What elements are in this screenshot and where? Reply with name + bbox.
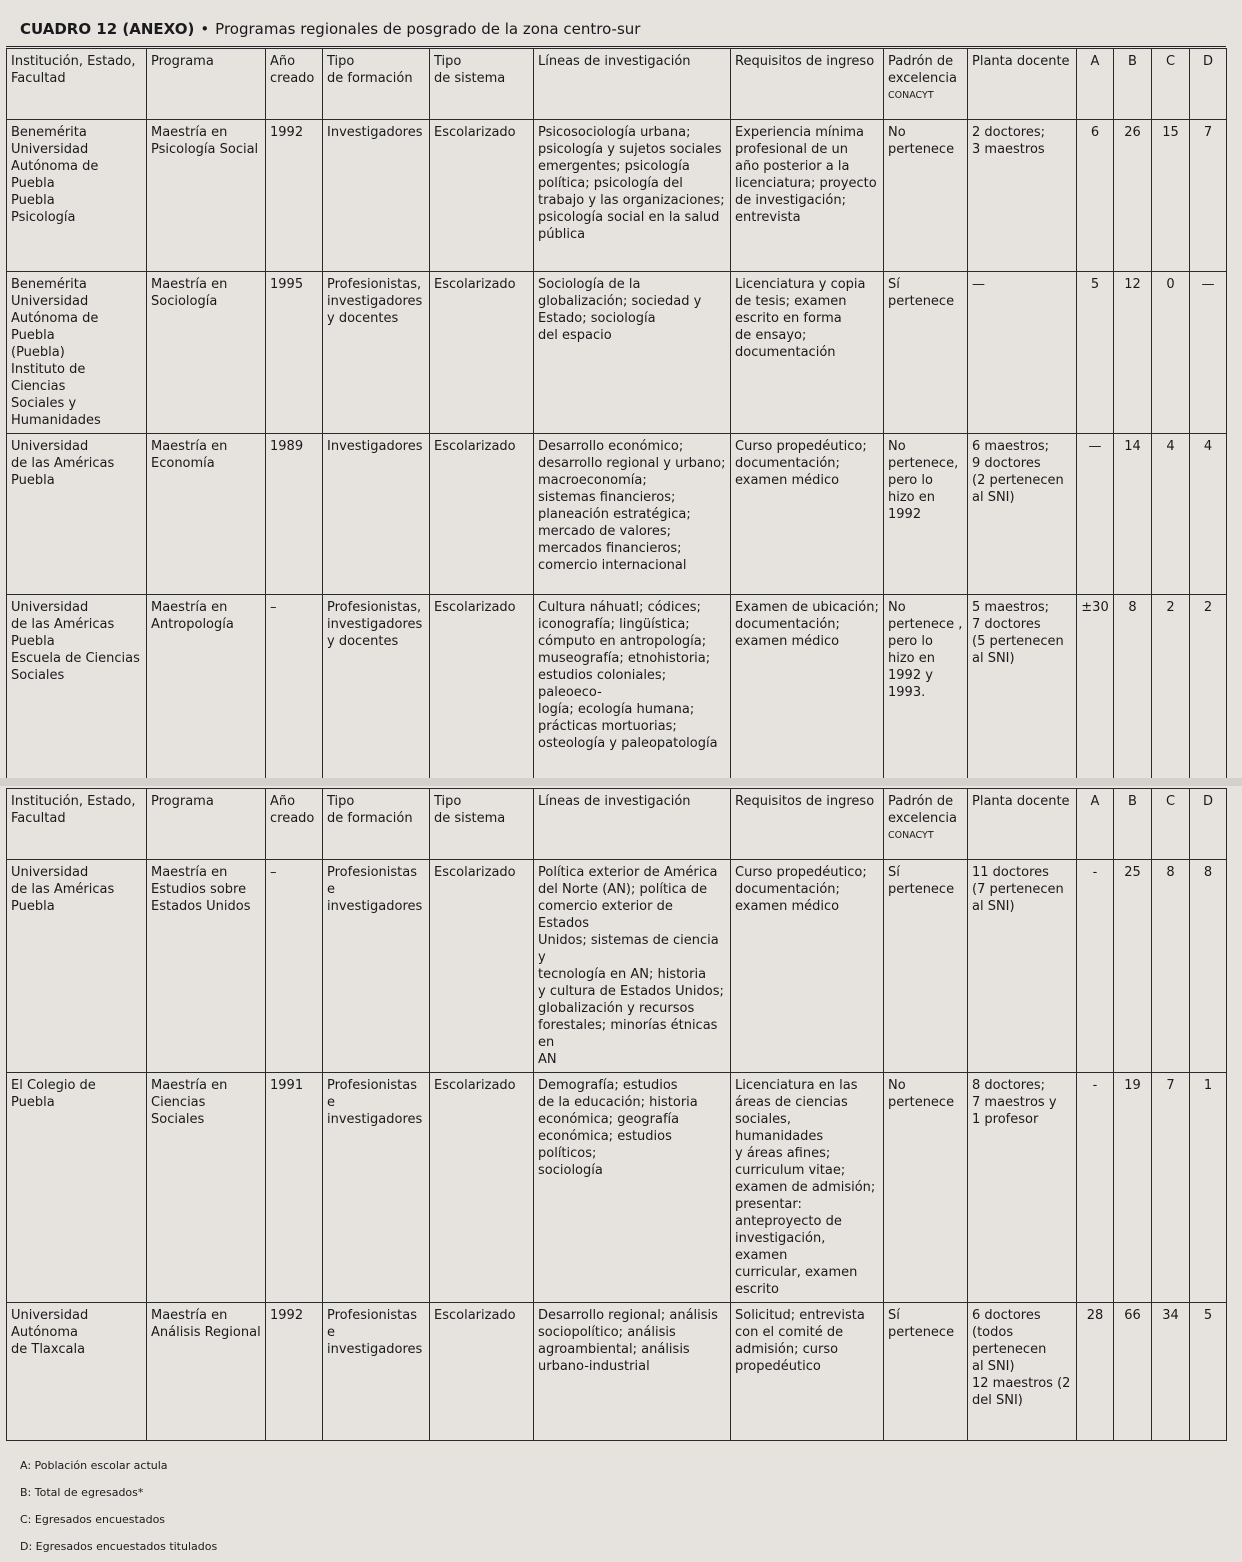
cell-planta <box>968 595 1077 779</box>
header-anio <box>266 49 323 120</box>
legend-a: A: Población escolar actula <box>20 1459 168 1472</box>
cell-text: No pertenece <box>888 125 955 157</box>
cell-text: Universidad Autónoma de Tlaxcala <box>11 1308 89 1357</box>
cell-padron <box>884 1303 968 1441</box>
cell-text: 7 <box>1203 125 1213 140</box>
cell-a <box>1077 860 1114 1073</box>
table-row <box>7 434 1227 595</box>
cell-text: Desarrollo regional; análisis sociopolítico; análisis agroambiental; análisis urbano-industrial <box>538 1308 718 1374</box>
cell-anio <box>266 434 323 595</box>
cell-text: 1992 <box>270 125 304 140</box>
cell-text: 28 <box>1086 1308 1104 1323</box>
cell-c <box>1152 120 1190 272</box>
cell-text: Benemérita Universidad Autónoma de Puebla Puebla Psicología <box>11 125 99 225</box>
cell-anio <box>266 272 323 434</box>
cell-text: No pertenece , pero lo hizo en 1992 y 1993. <box>888 600 963 700</box>
cell-a <box>1077 595 1114 779</box>
cell-text: Universidad de las Américas Puebla <box>11 865 115 914</box>
cell-text: 6 <box>1090 125 1100 140</box>
rows-top <box>7 120 1227 779</box>
cell-c <box>1152 595 1190 779</box>
table-row <box>7 860 1227 1073</box>
cell-text: Curso propedéutico; documentación; examen médico <box>735 865 867 914</box>
cell-b <box>1114 1073 1152 1303</box>
cell-planta <box>968 1073 1077 1303</box>
header-text: D <box>1202 794 1213 809</box>
cell-planta <box>968 434 1077 595</box>
header-b <box>1114 49 1152 120</box>
cell-lineas <box>534 120 731 272</box>
cell-d <box>1190 434 1227 595</box>
cell-requisitos <box>731 1073 884 1303</box>
header-text: Planta docente <box>972 794 1070 809</box>
cell-text: Solicitud; entrevista con el comité de admisión; curso propedéutico <box>735 1308 865 1374</box>
cell-text: — <box>1201 277 1215 292</box>
cell-text: Maestría en Psicología Social <box>151 125 259 157</box>
cell-d <box>1190 272 1227 434</box>
cell-requisitos <box>731 120 884 272</box>
cell-institucion <box>7 1073 147 1303</box>
page-seam <box>0 778 1242 786</box>
cell-tipo_sistema <box>430 1303 534 1441</box>
cell-institucion <box>7 272 147 434</box>
cell-a <box>1077 120 1114 272</box>
cell-b <box>1114 120 1152 272</box>
header-text: C <box>1165 54 1176 69</box>
legend-b: B: Total de egresados* <box>20 1486 144 1499</box>
cell-requisitos <box>731 272 884 434</box>
cell-text: Escolarizado <box>434 439 516 454</box>
cell-text: 66 <box>1124 1308 1141 1323</box>
cell-text: 11 doctores (7 pertenecen al SNI) <box>972 865 1064 914</box>
cell-tipo_sistema <box>430 595 534 779</box>
header-text: Programa <box>151 54 214 69</box>
cell-text: 7 <box>1166 1078 1175 1093</box>
header-text: Año creado <box>270 794 315 826</box>
header-text: A <box>1090 54 1100 69</box>
cell-text: Escolarizado <box>434 125 516 140</box>
cell-text: ±30 <box>1081 600 1109 615</box>
header-institucion <box>7 49 147 120</box>
header-text: Programa <box>151 794 214 809</box>
header-planta <box>968 49 1077 120</box>
cell-institucion <box>7 434 147 595</box>
cell-d <box>1190 120 1227 272</box>
cell-text: 2 doctores; 3 maestros <box>972 125 1046 157</box>
header-c <box>1152 49 1190 120</box>
rows-bottom <box>7 860 1227 1441</box>
cell-anio <box>266 1303 323 1441</box>
cell-text: Escolarizado <box>434 277 516 292</box>
header-text: Requisitos de ingreso <box>735 54 875 69</box>
cell-text: – <box>270 865 277 880</box>
cell-padron <box>884 860 968 1073</box>
cell-text: 19 <box>1124 1078 1141 1093</box>
cell-planta <box>968 1303 1077 1441</box>
header-lineas <box>534 49 731 120</box>
cell-text: No pertenece, pero lo hizo en 1992 <box>888 439 959 522</box>
cell-c <box>1152 1073 1190 1303</box>
cell-text: 12 <box>1124 277 1141 292</box>
header-text: Institución, Estado, Facultad <box>11 794 136 826</box>
header-text: Año creado <box>270 54 315 86</box>
header-tipo_sistema <box>430 49 534 120</box>
header-text: C <box>1165 794 1176 809</box>
title-text: Programas regionales de posgrado de la zona centro-sur <box>215 20 641 38</box>
cell-tipo_formacion <box>323 1303 430 1441</box>
header-text: Padrón de excelencia <box>888 54 957 86</box>
cell-text: — <box>1088 439 1102 454</box>
header-programa <box>147 49 266 120</box>
cell-text: Profesionistas, investigadores y docentes <box>327 600 423 649</box>
cell-text: 6 doctores (todos pertenecen al SNI) 12 maestros (2 del SNI) <box>972 1308 1071 1408</box>
header-conacyt: CONACYT <box>888 90 934 101</box>
cell-text: 5 <box>1090 277 1100 292</box>
cell-text: 26 <box>1124 125 1141 140</box>
cell-text: 4 <box>1166 439 1175 454</box>
cell-text: Desarrollo económico; desarrollo regional y urbano; macroeconomía; sistemas financieros; planeación estratégica; mercado de valores; mercados financieros; comercio internacional <box>538 439 726 573</box>
cell-text: Maestría en Ciencias Sociales <box>151 1078 228 1127</box>
cell-text: 5 <box>1203 1308 1213 1323</box>
cell-text: Demografía; estudios de la educación; historia económica; geografía económica; estudios políticos; sociología <box>538 1078 698 1178</box>
header-row <box>7 789 1227 860</box>
cell-text: 8 <box>1166 865 1175 880</box>
cell-text: No pertenece <box>888 1078 955 1110</box>
cell-text: Escolarizado <box>434 600 516 615</box>
cell-c <box>1152 860 1190 1073</box>
cell-a <box>1077 272 1114 434</box>
cell-text: Sociología de la globalización; sociedad y Estado; sociología del espacio <box>538 277 702 343</box>
cell-institucion <box>7 860 147 1073</box>
cell-text: 8 <box>1203 865 1213 880</box>
cell-text: Escolarizado <box>434 865 516 880</box>
cell-c <box>1152 272 1190 434</box>
cell-text: Psicosociología urbana; psicología y sujetos sociales emergentes; psicología política; psicología del trabajo y las organizaciones; psicología social en la salud pública <box>538 125 725 242</box>
cell-text: 14 <box>1124 439 1141 454</box>
cell-lineas <box>534 860 731 1073</box>
cell-programa <box>147 434 266 595</box>
cell-text: — <box>972 277 985 292</box>
cell-tipo_sistema <box>430 434 534 595</box>
cell-text: Sí pertenece <box>888 277 955 309</box>
table-bottom <box>6 788 1227 1441</box>
cell-text: - <box>1092 865 1098 880</box>
header-text: Líneas de investigación <box>538 54 691 69</box>
cell-text: Licenciatura y copia de tesis; examen escrito en forma de ensayo; documentación <box>735 277 866 360</box>
header-anio <box>266 789 323 860</box>
cell-tipo_formacion <box>323 434 430 595</box>
cell-text: Maestría en Estudios sobre Estados Unidos <box>151 865 251 914</box>
cell-text: Benemérita Universidad Autónoma de Puebla (Puebla) Instituto de Ciencias Sociales y Humanidades <box>11 277 101 428</box>
cell-institucion <box>7 595 147 779</box>
title-bullet: • <box>200 20 210 38</box>
cell-tipo_sistema <box>430 1073 534 1303</box>
header-text: Tipo de formación <box>327 54 413 86</box>
cell-anio <box>266 595 323 779</box>
header-a <box>1077 789 1114 860</box>
cell-b <box>1114 272 1152 434</box>
header-a <box>1077 49 1114 120</box>
header-institucion <box>7 789 147 860</box>
cell-text: Escolarizado <box>434 1308 516 1323</box>
cell-text: 2 <box>1203 600 1213 615</box>
cell-lineas <box>534 1303 731 1441</box>
cell-padron <box>884 272 968 434</box>
header-tipo_formacion <box>323 789 430 860</box>
cell-text: 2 <box>1166 600 1175 615</box>
header-text: Institución, Estado, Facultad <box>11 54 136 86</box>
cell-text: Curso propedéutico; documentación; examen médico <box>735 439 867 488</box>
cell-text: Examen de ubicación; documentación; examen médico <box>735 600 879 649</box>
cell-lineas <box>534 272 731 434</box>
header-c <box>1152 789 1190 860</box>
cell-tipo_sistema <box>430 120 534 272</box>
cell-text: 0 <box>1166 277 1175 292</box>
cell-text: 34 <box>1162 1308 1179 1323</box>
header-text: B <box>1128 794 1137 809</box>
cell-text: – <box>270 600 277 615</box>
table-row <box>7 120 1227 272</box>
cell-text: Investigadores <box>327 125 423 140</box>
title-label: CUADRO 12 (ANEXO) <box>20 20 195 38</box>
cell-text: El Colegio de Puebla <box>11 1078 96 1110</box>
cell-planta <box>968 860 1077 1073</box>
cell-text: Profesionistas, investigadores y docentes <box>327 277 423 326</box>
cell-tipo_sistema <box>430 272 534 434</box>
header-d <box>1190 49 1227 120</box>
header-lineas <box>534 789 731 860</box>
cell-text: - <box>1092 1078 1098 1093</box>
header-padron <box>884 789 968 860</box>
cell-requisitos <box>731 1303 884 1441</box>
cell-institucion <box>7 1303 147 1441</box>
cell-text: Profesionistas e investigadores <box>327 865 423 914</box>
legend-d: D: Egresados encuestados titulados <box>20 1540 218 1553</box>
header-tipo_formacion <box>323 49 430 120</box>
table-row <box>7 1073 1227 1303</box>
cell-institucion <box>7 120 147 272</box>
header-text: Tipo de sistema <box>434 54 506 86</box>
cell-anio <box>266 120 323 272</box>
header-row <box>7 49 1227 120</box>
cell-programa <box>147 120 266 272</box>
cell-lineas <box>534 434 731 595</box>
cell-text: Maestría en Análisis Regional <box>151 1308 261 1340</box>
header-text: Tipo de sistema <box>434 794 506 826</box>
cell-anio <box>266 860 323 1073</box>
cell-text: 15 <box>1162 125 1179 140</box>
cell-text: Profesionistas e investigadores <box>327 1078 423 1127</box>
cell-c <box>1152 1303 1190 1441</box>
cell-a <box>1077 434 1114 595</box>
cell-text: 1989 <box>270 439 304 454</box>
cell-text: Investigadores <box>327 439 423 454</box>
cell-planta <box>968 272 1077 434</box>
cell-requisitos <box>731 860 884 1073</box>
legend <box>20 1452 217 1560</box>
header-text: A <box>1090 794 1100 809</box>
cell-text: Maestría en Sociología <box>151 277 228 309</box>
table-row <box>7 595 1227 779</box>
header-text: Padrón de excelencia <box>888 794 957 826</box>
cell-programa <box>147 595 266 779</box>
cell-text: Política exterior de América del Norte (AN); política de comercio exterior de Estados Unidos; sistemas de ciencia y tecnología en AN; historia y cultura de Estados Unidos; globalización y recursos forestales; minorías étnicas en AN <box>538 865 724 1067</box>
legend-c: C: Egresados encuestados <box>20 1513 166 1526</box>
cell-b <box>1114 595 1152 779</box>
header-b <box>1114 789 1152 860</box>
cell-padron <box>884 1073 968 1303</box>
cell-text: 1995 <box>270 277 304 292</box>
cell-text: Sí pertenece <box>888 1308 955 1340</box>
header-conacyt: CONACYT <box>888 830 934 841</box>
cell-requisitos <box>731 434 884 595</box>
cell-text: 1991 <box>270 1078 304 1093</box>
cell-requisitos <box>731 595 884 779</box>
cell-tipo_formacion <box>323 120 430 272</box>
cell-text: 1992 <box>270 1308 304 1323</box>
cell-padron <box>884 120 968 272</box>
cell-d <box>1190 860 1227 1073</box>
header-text: Planta docente <box>972 54 1070 69</box>
cell-tipo_sistema <box>430 860 534 1073</box>
table-row <box>7 272 1227 434</box>
header-text: B <box>1128 54 1137 69</box>
cell-text: 5 maestros; 7 doctores (5 pertenecen al SNI) <box>972 600 1064 666</box>
cell-text: Universidad de las Américas Puebla <box>11 439 115 488</box>
header-tipo_sistema <box>430 789 534 860</box>
cell-d <box>1190 1303 1227 1441</box>
header-planta <box>968 789 1077 860</box>
cell-tipo_formacion <box>323 595 430 779</box>
cell-c <box>1152 434 1190 595</box>
cell-text: 8 doctores; 7 maestros y 1 profesor <box>972 1078 1057 1127</box>
cell-b <box>1114 434 1152 595</box>
cell-text: Maestría en Economía <box>151 439 228 471</box>
header-padron <box>884 49 968 120</box>
cell-text: 1 <box>1203 1078 1213 1093</box>
header-programa <box>147 789 266 860</box>
table-top <box>6 48 1227 779</box>
cell-text: Sí pertenece <box>888 865 955 897</box>
cell-b <box>1114 860 1152 1073</box>
cell-tipo_formacion <box>323 1073 430 1303</box>
cell-planta <box>968 120 1077 272</box>
cell-text: Profesionistas e investigadores <box>327 1308 423 1357</box>
cell-a <box>1077 1303 1114 1441</box>
cell-programa <box>147 1303 266 1441</box>
cell-tipo_formacion <box>323 860 430 1073</box>
header-text: D <box>1202 54 1213 69</box>
cell-programa <box>147 272 266 434</box>
cell-text: Licenciatura en las áreas de ciencias sociales, humanidades y áreas afines; curriculum vitae; examen de admisión; presentar: anteproyecto de investigación, examen curricular, examen escrito <box>735 1078 876 1297</box>
cell-text: 4 <box>1203 439 1213 454</box>
cell-d <box>1190 1073 1227 1303</box>
cell-text: Experiencia mínima profesional de un año posterior a la licenciatura; proyecto de investigación; entrevista <box>735 125 877 225</box>
header-text: Requisitos de ingreso <box>735 794 875 809</box>
header-d <box>1190 789 1227 860</box>
header-requisitos <box>731 49 884 120</box>
header-text: Líneas de investigación <box>538 794 691 809</box>
cell-text: Universidad de las Américas Puebla Escuela de Ciencias Sociales <box>11 600 140 683</box>
header-requisitos <box>731 789 884 860</box>
cell-d <box>1190 595 1227 779</box>
cell-programa <box>147 1073 266 1303</box>
header-text: Tipo de formación <box>327 794 413 826</box>
cell-tipo_formacion <box>323 272 430 434</box>
cell-text: Escolarizado <box>434 1078 516 1093</box>
cell-text: 6 maestros; 9 doctores (2 pertenecen al SNI) <box>972 439 1064 505</box>
cell-lineas <box>534 1073 731 1303</box>
cell-a <box>1077 1073 1114 1303</box>
cell-lineas <box>534 595 731 779</box>
cell-text: 25 <box>1124 865 1141 880</box>
cell-padron <box>884 434 968 595</box>
cell-text: 8 <box>1128 600 1137 615</box>
cell-text: Cultura náhuatl; códices; iconografía; lingüística; cómputo en antropología; museografía; etnohistoria; estudios coloniales; paleoeco- logía; ecología humana; prácticas mortuorias; osteología y paleopatología <box>538 600 718 751</box>
table-row <box>7 1303 1227 1441</box>
cell-text: Maestría en Antropología <box>151 600 234 632</box>
table-title <box>6 14 1226 47</box>
cell-programa <box>147 860 266 1073</box>
cell-b <box>1114 1303 1152 1441</box>
cell-anio <box>266 1073 323 1303</box>
cell-padron <box>884 595 968 779</box>
